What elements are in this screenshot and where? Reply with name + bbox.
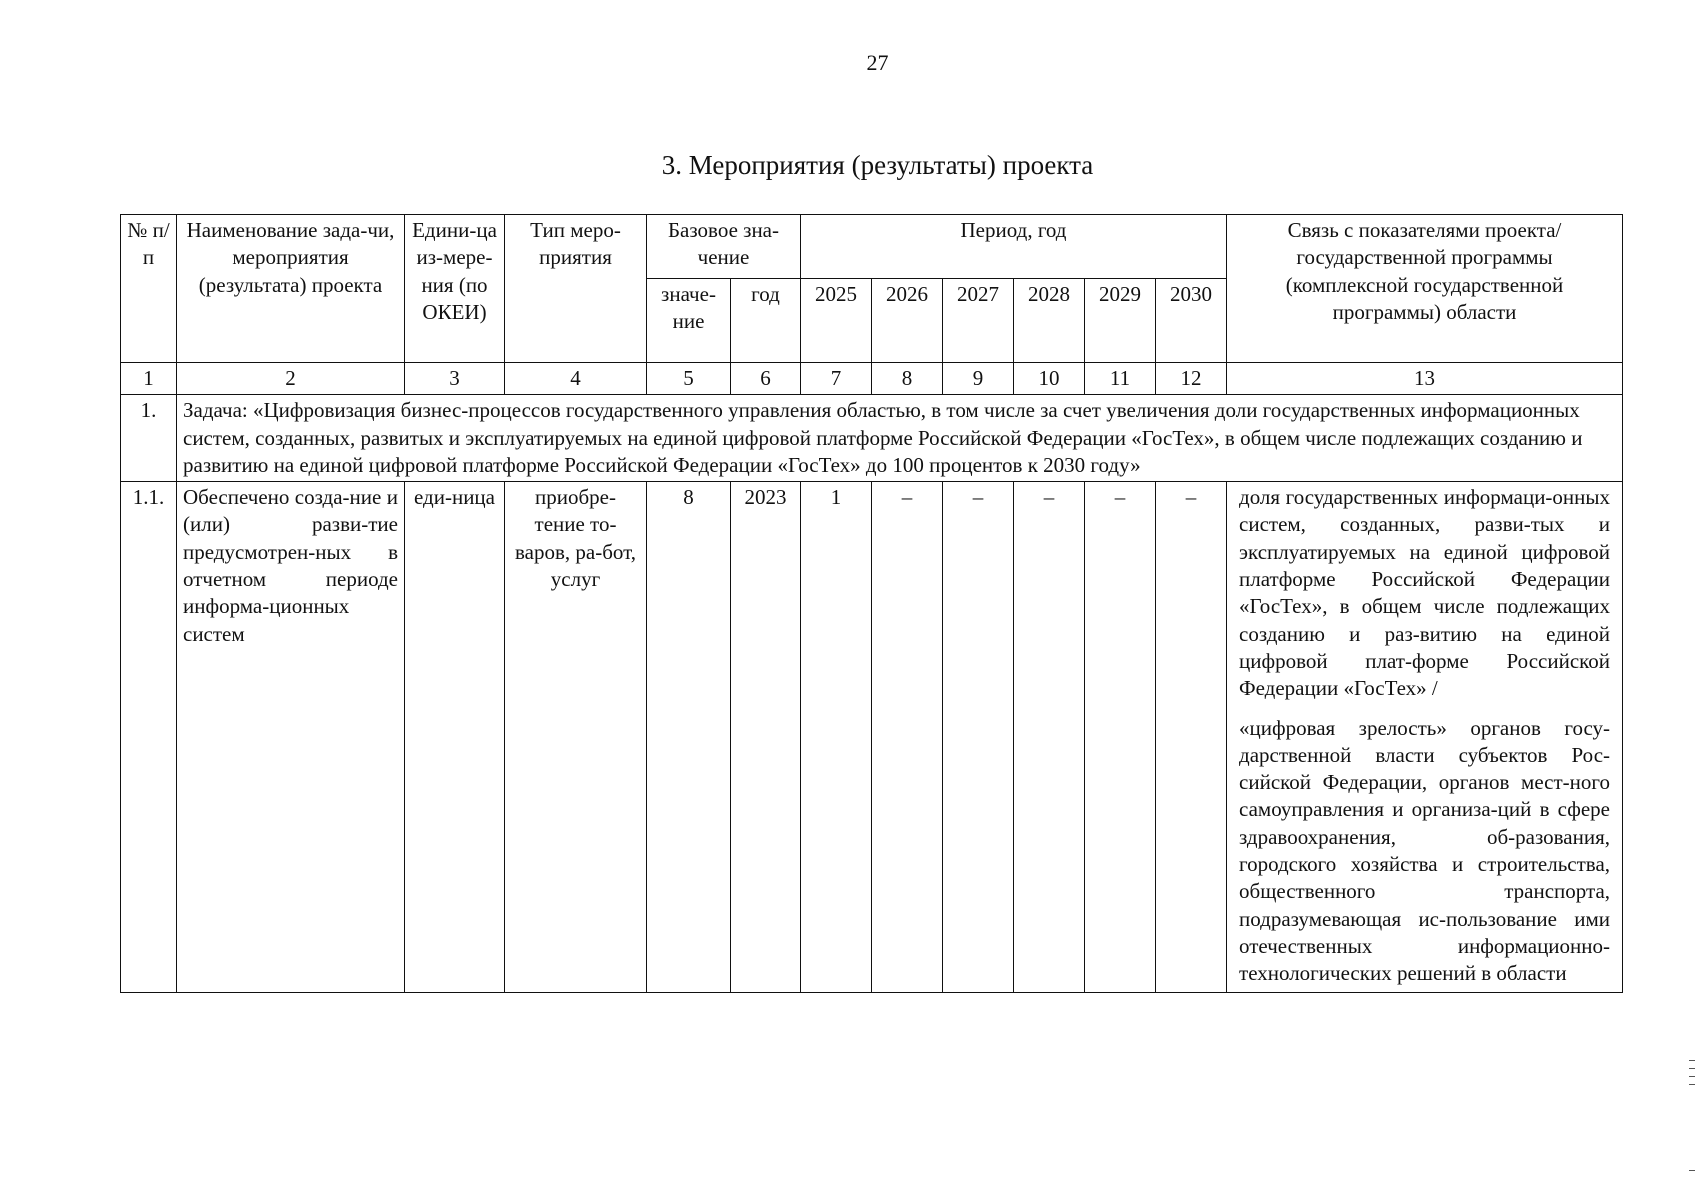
header-number: № п/п [121, 215, 177, 363]
header-period: Период, год [801, 215, 1227, 279]
header-unit: Едини-ца из-мере-ния (по ОКЕИ) [405, 215, 505, 363]
header-year: 2030 [1156, 279, 1227, 363]
column-number: 4 [505, 363, 647, 395]
column-number: 9 [943, 363, 1014, 395]
column-number: 6 [731, 363, 801, 395]
row-value-2030: – [1156, 482, 1227, 992]
link-divider [1239, 703, 1610, 715]
row-value-2025: 1 [801, 482, 872, 992]
column-number: 1 [121, 363, 177, 395]
task-number: 1. [121, 395, 177, 482]
edge-mark [1689, 1060, 1695, 1061]
row-link-cell [1227, 482, 1623, 992]
header-base: Базовое зна-чение [647, 215, 801, 279]
column-number: 5 [647, 363, 731, 395]
row-name: Обеспечено созда-ние и (или) разви-тие предусмотрен-ных в отчетном периоде информа-ционных систем [177, 482, 405, 992]
column-number: 7 [801, 363, 872, 395]
header-year: 2028 [1014, 279, 1085, 363]
section-title: 3. Мероприятия (результаты) проекта [661, 150, 1094, 180]
row-type: приобре-тение то-варов, ра-бот, услуг [505, 482, 647, 992]
header-year: 2027 [943, 279, 1014, 363]
row-value-2027: – [943, 482, 1014, 992]
table-row [121, 482, 1623, 992]
row-link-indicator-2: «цифровая зрелость» органов госу-дарственной власти субъектов Рос-сийской Федерации, органов мест-ного самоуправления и организа-ций в сфере здравоохранения, об-разования, городского хозяйства и строительства, общественного транспорта, подразумевающая ис-пользование ими отечественных информационно-технологических решений в области [1239, 715, 1611, 986]
row-value-2026: – [872, 482, 943, 992]
row-number: 1.1. [121, 482, 177, 992]
column-number: 13 [1227, 363, 1623, 395]
column-numbers-row [121, 363, 1623, 395]
row-value-2028: – [1014, 482, 1085, 992]
header-year: 2025 [801, 279, 872, 363]
task-row [121, 395, 1623, 482]
header-type: Тип меро-приятия [505, 215, 647, 363]
row-base-value: 8 [647, 482, 731, 992]
header-link: Связь с показателями проекта/ государственной программы (комплексной государственной программы) области [1227, 215, 1623, 363]
header-base-year: год [731, 279, 801, 363]
edge-mark [1689, 1170, 1695, 1171]
header-year: 2026 [872, 279, 943, 363]
header-year: 2029 [1085, 279, 1156, 363]
header-name: Наименование зада-чи, мероприятия (результата) проекта [177, 215, 405, 363]
column-number: 3 [405, 363, 505, 395]
edge-mark [1689, 1068, 1695, 1069]
edge-mark [1689, 1076, 1695, 1077]
column-number: 8 [872, 363, 943, 395]
edge-mark [1689, 1084, 1695, 1085]
column-number: 2 [177, 363, 405, 395]
column-number: 12 [1156, 363, 1227, 395]
page-number: 27 [866, 50, 889, 75]
row-link-indicator-1: доля государственных информаци-онных систем, созданных, разви-тых и эксплуатируемых на единой цифровой платформе Российской Федерации «ГосТех», в общем числе подлежащих созданию и раз-витию на единой цифровой плат-форме Российской Федерации «ГосТех» / [1239, 485, 1611, 701]
row-unit: еди-ница [405, 482, 505, 992]
task-text: Задача: «Цифровизация бизнес-процессов государственного управления областью, в том числе за счет увеличения доли государственных информационных систем, созданных, развитых и эксплуатируемых на единой цифровой платформе Российской Федерации «ГосТех», в общем числе подлежащих созданию и развитию на единой цифровой платформе Российской Федерации «ГосТех» до 100 процентов к 2030 году» [177, 395, 1623, 482]
measures-table [120, 214, 1623, 993]
header-row-1 [121, 215, 1623, 279]
column-number: 10 [1014, 363, 1085, 395]
row-value-2029: – [1085, 482, 1156, 992]
header-base-value: значе-ние [647, 279, 731, 363]
row-base-year: 2023 [731, 482, 801, 992]
column-number: 11 [1085, 363, 1156, 395]
